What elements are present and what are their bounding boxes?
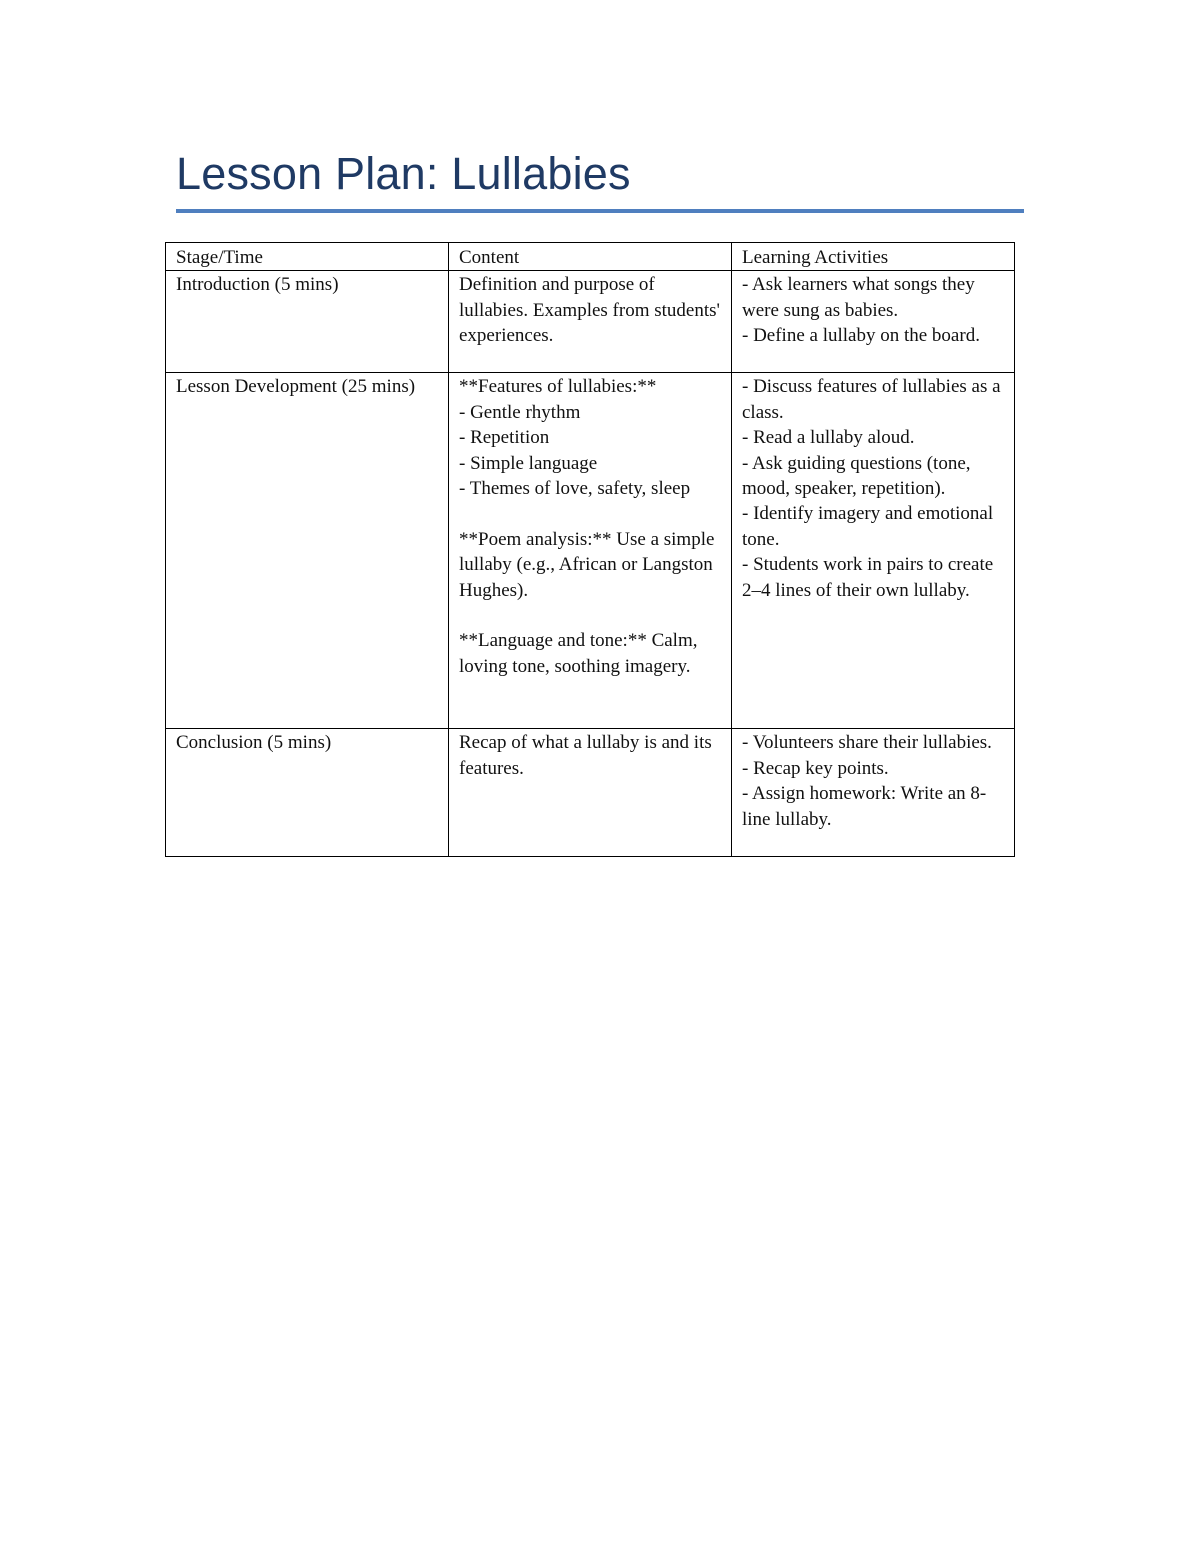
activities-cell (732, 729, 1015, 857)
stage-cell: Conclusion (5 mins) (166, 729, 449, 857)
content-line: - Themes of love, safety, sleep (459, 478, 691, 500)
table-row (166, 729, 1015, 857)
content-line: **Poem analysis:** Use a simple lullaby (e.g., African or Langston Hughes). (459, 528, 715, 601)
content-line: - Gentle rhythm (459, 401, 581, 423)
header-stage-time: Stage/Time (166, 243, 449, 271)
activity-line: - Read a lullaby aloud. (742, 427, 915, 449)
activity-line: - Recap key points. (742, 757, 889, 779)
activity-line: - Ask learners what songs they were sung as babies. (742, 274, 975, 321)
activity-line: - Volunteers share their lullabies. (742, 732, 992, 754)
content-line: **Language and tone:** Calm, loving tone, soothing imagery. (459, 630, 698, 677)
activity-line: - Assign homework: Write an 8-line lullaby. (742, 783, 987, 830)
table-row (166, 373, 1015, 729)
content-line: **Features of lullabies:** (459, 376, 657, 398)
paragraph-gap (459, 501, 722, 526)
content-line: - Repetition (459, 427, 550, 449)
activity-line: - Ask guiding questions (tone, mood, speaker, repetition). (742, 452, 971, 500)
header-content: Content (449, 243, 732, 271)
activity-line: - Identify imagery and emotional tone. (742, 503, 994, 550)
content-cell (449, 271, 732, 373)
stage-cell: Lesson Development (25 mins) (166, 373, 449, 729)
content-cell (449, 373, 732, 729)
activity-line: - Discuss features of lullabies as a class. (742, 376, 1001, 423)
activities-cell (732, 373, 1015, 729)
activity-line: - Students work in pairs to create 2–4 lines of their own lullaby. (742, 554, 994, 601)
content-cell (449, 729, 732, 857)
header-learning-activities: Learning Activities (732, 243, 1015, 271)
stage-cell: Introduction (5 mins) (166, 271, 449, 373)
table-row (166, 271, 1015, 373)
content-line: - Simple language (459, 452, 598, 474)
content-line: Recap of what a lullaby is and its features. (459, 732, 712, 779)
table-header-row (166, 243, 1015, 271)
content-line: Definition and purpose of lullabies. Examples from students' experiences. (459, 274, 720, 347)
paragraph-gap (459, 603, 722, 628)
page-title: Lesson Plan: Lullabies (176, 148, 631, 199)
activity-line: - Define a lullaby on the board. (742, 325, 980, 347)
title-divider (176, 209, 1024, 213)
activities-cell (732, 271, 1015, 373)
lesson-plan-table (165, 242, 1015, 857)
